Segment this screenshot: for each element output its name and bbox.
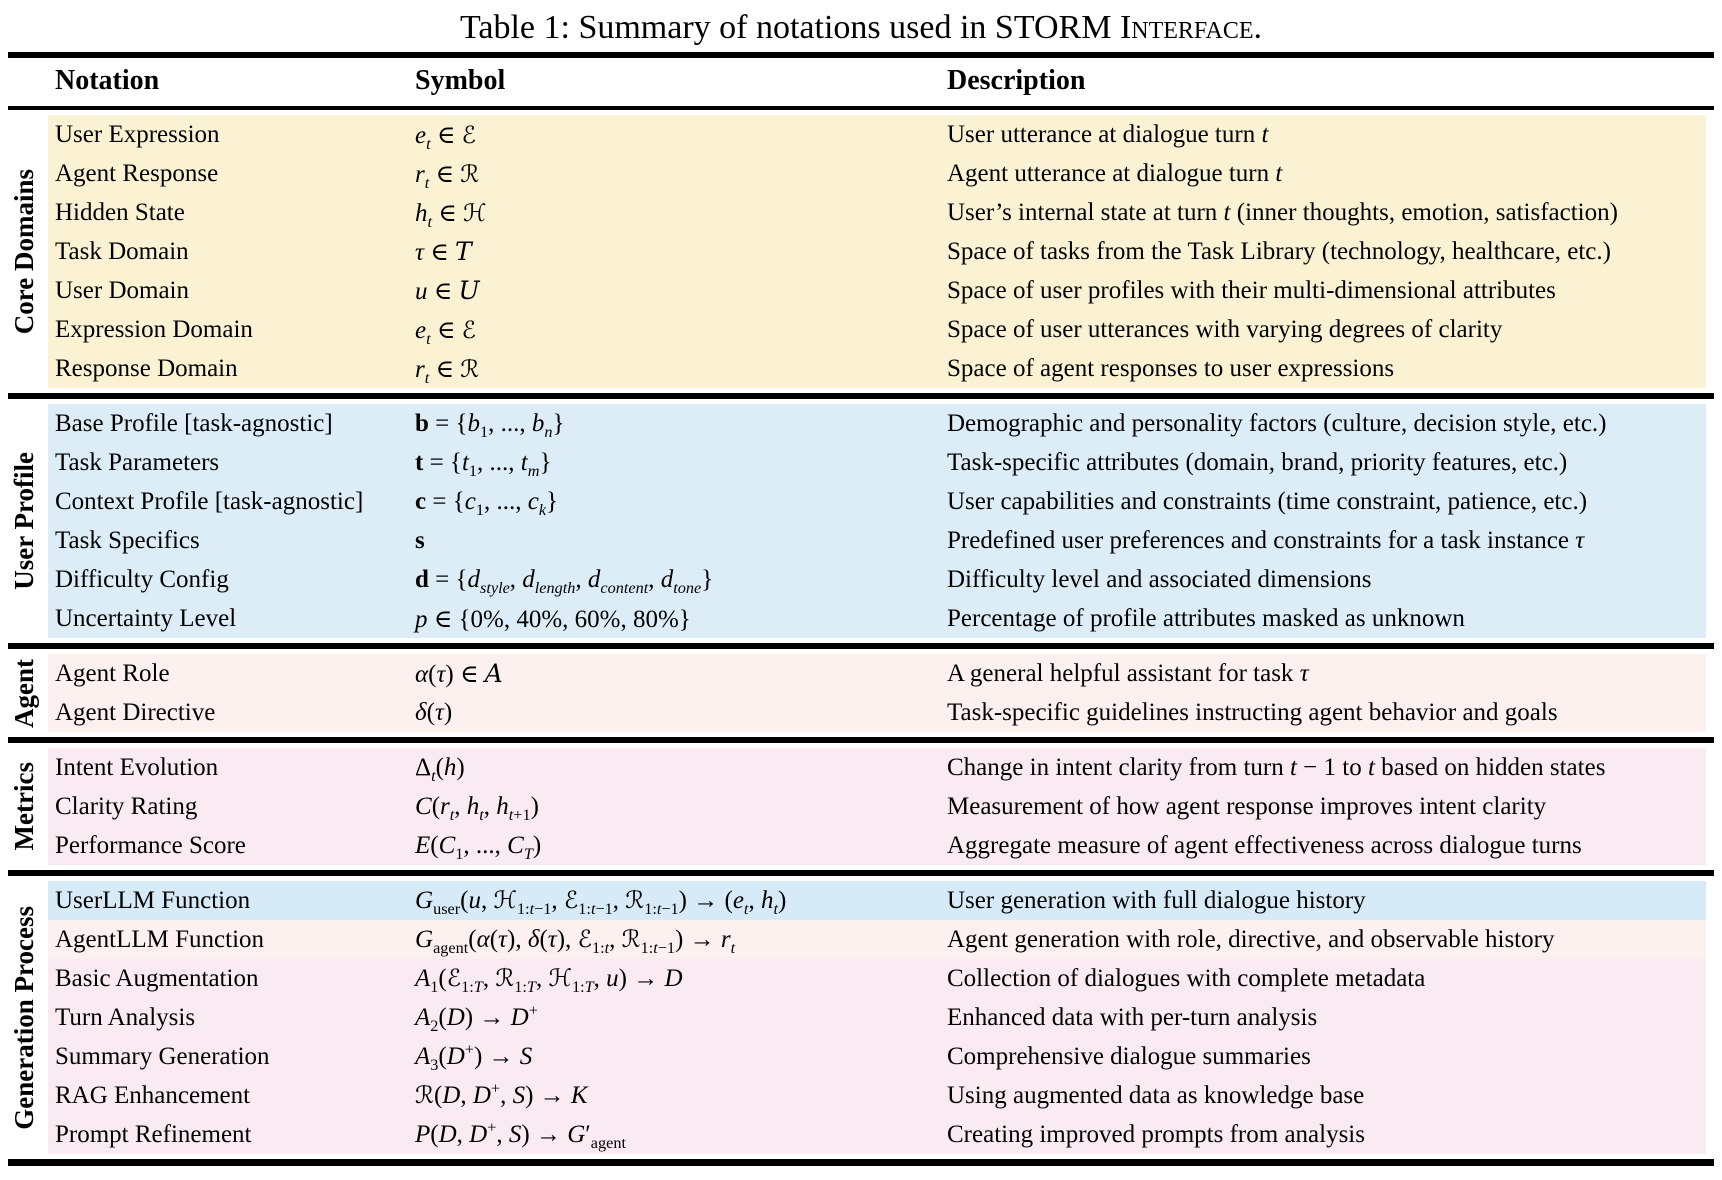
table-caption-suffix: .	[1253, 9, 1263, 46]
cell-description: User’s internal state at turn t (inner thoughts, emotion, satisfaction)	[947, 198, 1618, 226]
cell-description: Agent generation with role, directive, and observable history	[947, 925, 1555, 953]
table-row	[48, 826, 1706, 865]
cell-notation: Agent Role	[55, 659, 170, 687]
cell-notation: Hidden State	[55, 198, 185, 226]
table-row	[48, 881, 1706, 920]
table-header-row	[0, 58, 1722, 104]
cell-symbol: P(D, D+, $S) \to G'_{agent}$	[415, 1118, 626, 1152]
cell-symbol: $e_t$ ∈ ℰ	[415, 120, 477, 153]
cell-symbol: $A_3(D^+) \to S$	[415, 1040, 533, 1074]
cell-symbol: u ∈ U	[415, 275, 480, 305]
rotated-section-label-core-domains: Core Domains	[8, 168, 39, 335]
rotated-section-label-metrics: Metrics	[8, 762, 39, 851]
cell-description: Change in intent clarity from turn t − 1 to t based on hidden states	[947, 753, 1606, 781]
cell-symbol: $d = \{d_{style}$, $d_{length}$, $d_{content}$, $d_{tone}$}	[415, 565, 714, 597]
section-rows	[48, 748, 1706, 865]
cell-description: Percentage of profile attributes masked as unknown	[947, 604, 1465, 632]
cell-symbol: $A_2(D) \to D^+$	[415, 1001, 538, 1035]
cell-symbol: $e_t$ ∈ ℰ	[415, 315, 477, 348]
table-row	[48, 271, 1706, 310]
cell-notation: Task Specifics	[55, 526, 200, 554]
table-row	[48, 482, 1706, 521]
section-gutter	[0, 748, 48, 865]
cell-description: Task-specific attributes (domain, brand, priority features, etc.)	[947, 448, 1568, 476]
section-rows	[48, 654, 1706, 732]
cell-description: Predefined user preferences and constraints for a task instance τ	[947, 526, 1585, 554]
cell-symbol: α(τ) ∈ A	[415, 658, 503, 688]
cell-notation: AgentLLM Function	[55, 925, 265, 953]
rotated-section-label-agent: Agent	[8, 658, 39, 728]
cell-symbol: $r_t$ ∈ ℛ	[415, 354, 480, 387]
table-row	[48, 1115, 1706, 1154]
cell-notation: Intent Evolution	[55, 753, 219, 781]
cell-symbol: s	[415, 526, 425, 554]
table-row	[48, 115, 1706, 154]
table-row	[48, 787, 1706, 826]
table-body	[0, 115, 1722, 1166]
table-row	[48, 959, 1706, 998]
cell-notation: Context Profile [task-agnostic]	[55, 487, 364, 515]
section-divider-rule	[8, 643, 1714, 649]
table-header-rule	[8, 106, 1714, 110]
cell-description: User utterance at dialogue turn t	[947, 120, 1269, 148]
cell-symbol: $A_1(ℰ_{1:T}$, ℛ$_{1:T}$, ℋ$_{1:T}$, u) → D	[415, 964, 683, 996]
table-row	[48, 349, 1706, 388]
cell-notation: Prompt Refinement	[55, 1120, 252, 1148]
table-row	[48, 1076, 1706, 1115]
cell-symbol: ℛ(D, D+, S) → K	[415, 1079, 588, 1109]
cell-notation: Clarity Rating	[55, 792, 198, 820]
cell-symbol: τ ∈ T	[415, 236, 472, 266]
cell-description: Space of agent responses to user expressions	[947, 354, 1395, 382]
cell-notation: Agent Directive	[55, 698, 216, 726]
table-row	[48, 232, 1706, 271]
section-gutter	[0, 654, 48, 732]
section-band-core-domains	[0, 115, 1722, 388]
cell-symbol: $h_t$ ∈ ℋ	[415, 198, 487, 231]
cell-notation: Expression Domain	[55, 315, 253, 343]
table-row	[48, 693, 1706, 732]
cell-notation: Difficulty Config	[55, 565, 229, 593]
cell-description: Measurement of how agent response improves intent clarity	[947, 792, 1547, 820]
cell-notation: Response Domain	[55, 354, 238, 382]
cell-description: Aggregate measure of agent effectiveness across dialogue turns	[947, 831, 1582, 859]
cell-description: A general helpful assistant for task τ	[947, 659, 1309, 687]
section-divider-rule	[8, 737, 1714, 743]
table-bottomrule	[8, 1159, 1714, 1166]
cell-description: Agent utterance at dialogue turn t	[947, 159, 1283, 187]
rotated-section-label-user-profile: User Profile	[8, 452, 39, 590]
cell-notation: Turn Analysis	[55, 1003, 196, 1031]
column-header-description: Description	[947, 65, 1086, 96]
cell-notation: Performance Score	[55, 831, 246, 859]
cell-description: Creating improved prompts from analysis	[947, 1120, 1365, 1148]
section-band-generation-process	[0, 881, 1722, 1154]
cell-description: Enhanced data with per-turn analysis	[947, 1003, 1318, 1031]
cell-symbol: $G_{user}(u$, ℋ$_{1:t-1}$, ℰ$_{1:t-1}$, ℛ$_{1:t-1}$) → ($e_t$, $h_t$)	[415, 886, 787, 918]
cell-symbol: p ∈ {0%, 40%, 60%, 80%}	[415, 605, 691, 633]
table-caption-smallcaps: Interface	[1119, 9, 1254, 46]
cell-notation: RAG Enhancement	[55, 1081, 251, 1109]
cell-symbol: $C(r_t$, $h_t$, $h_{t+1}$)	[415, 792, 539, 824]
section-gutter	[0, 115, 48, 388]
cell-description: User capabilities and constraints (time constraint, patience, etc.)	[947, 487, 1588, 515]
cell-description: Space of tasks from the Task Library (technology, healthcare, etc.)	[947, 237, 1611, 265]
cell-notation: Agent Response	[55, 159, 219, 187]
table-row	[48, 1037, 1706, 1076]
table-row	[48, 560, 1706, 599]
table-row	[48, 748, 1706, 787]
cell-description: Collection of dialogues with complete metadata	[947, 964, 1426, 992]
cell-symbol: $E(C_1$, ..., $C_T$)	[415, 831, 542, 863]
table-row	[48, 154, 1706, 193]
cell-notation: UserLLM Function	[55, 886, 251, 914]
cell-description: Space of user utterances with varying degrees of clarity	[947, 315, 1503, 343]
table-row	[48, 654, 1706, 693]
cell-notation: Task Domain	[55, 237, 189, 265]
section-rows	[48, 115, 1706, 388]
cell-symbol: δ(τ)	[415, 698, 453, 726]
section-band-metrics	[0, 748, 1722, 865]
table-row	[48, 998, 1706, 1037]
rotated-section-label-generation-process: Generation Process	[8, 905, 39, 1130]
cell-description: Space of user profiles with their multi-dimensional attributes	[947, 276, 1556, 304]
cell-notation: User Domain	[55, 276, 189, 304]
section-rows	[48, 881, 1706, 1154]
column-header-symbol: Symbol	[415, 65, 506, 96]
cell-notation: Task Parameters	[55, 448, 220, 476]
section-gutter	[0, 404, 48, 638]
cell-symbol: $G_{agent}(\alpha(\tau)$, δ(τ), ℰ$_{1:t}$, ℛ$_{1:t-1}$) → $r_t$	[415, 925, 736, 957]
table-caption-prefix: Table 1: Summary of notations used in STORM	[459, 9, 1120, 46]
cell-notation: Uncertainty Level	[55, 604, 237, 632]
cell-description: Demographic and personality factors (culture, decision style, etc.)	[947, 409, 1607, 437]
table-row	[48, 404, 1706, 443]
section-band-user-profile	[0, 404, 1722, 638]
cell-description: Comprehensive dialogue summaries	[947, 1042, 1311, 1070]
table-row	[48, 443, 1706, 482]
table-row	[48, 521, 1706, 560]
cell-description: Using augmented data as knowledge base	[947, 1081, 1365, 1109]
cell-symbol: $c = \{c_1$, ..., $c_k$}	[415, 487, 559, 519]
cell-notation: User Expression	[55, 120, 220, 148]
table-caption	[0, 0, 1722, 52]
cell-notation: Basic Augmentation	[55, 964, 259, 992]
table-row	[48, 193, 1706, 232]
cell-symbol: $b = \{b_1$, ..., $b_n$}	[415, 409, 565, 441]
cell-symbol: $\Delta_t(h)$	[415, 753, 465, 785]
cell-description: Difficulty level and associated dimensions	[947, 565, 1372, 593]
table-row	[48, 920, 1706, 959]
table-row	[48, 599, 1706, 638]
cell-symbol: $t = \{t_1$, ..., $t_m$}	[415, 448, 552, 480]
table-row	[48, 310, 1706, 349]
cell-symbol: $r_t$ ∈ ℛ	[415, 159, 480, 192]
cell-notation: Summary Generation	[55, 1042, 270, 1070]
column-header-notation: Notation	[55, 65, 160, 96]
section-gutter	[0, 881, 48, 1154]
section-rows	[48, 404, 1706, 638]
section-divider-rule	[8, 393, 1714, 399]
section-divider-rule	[8, 870, 1714, 876]
cell-notation: Base Profile [task-agnostic]	[55, 409, 333, 437]
cell-description: User generation with full dialogue history	[947, 886, 1366, 914]
section-band-agent	[0, 654, 1722, 732]
cell-description: Task-specific guidelines instructing agent behavior and goals	[947, 698, 1558, 726]
